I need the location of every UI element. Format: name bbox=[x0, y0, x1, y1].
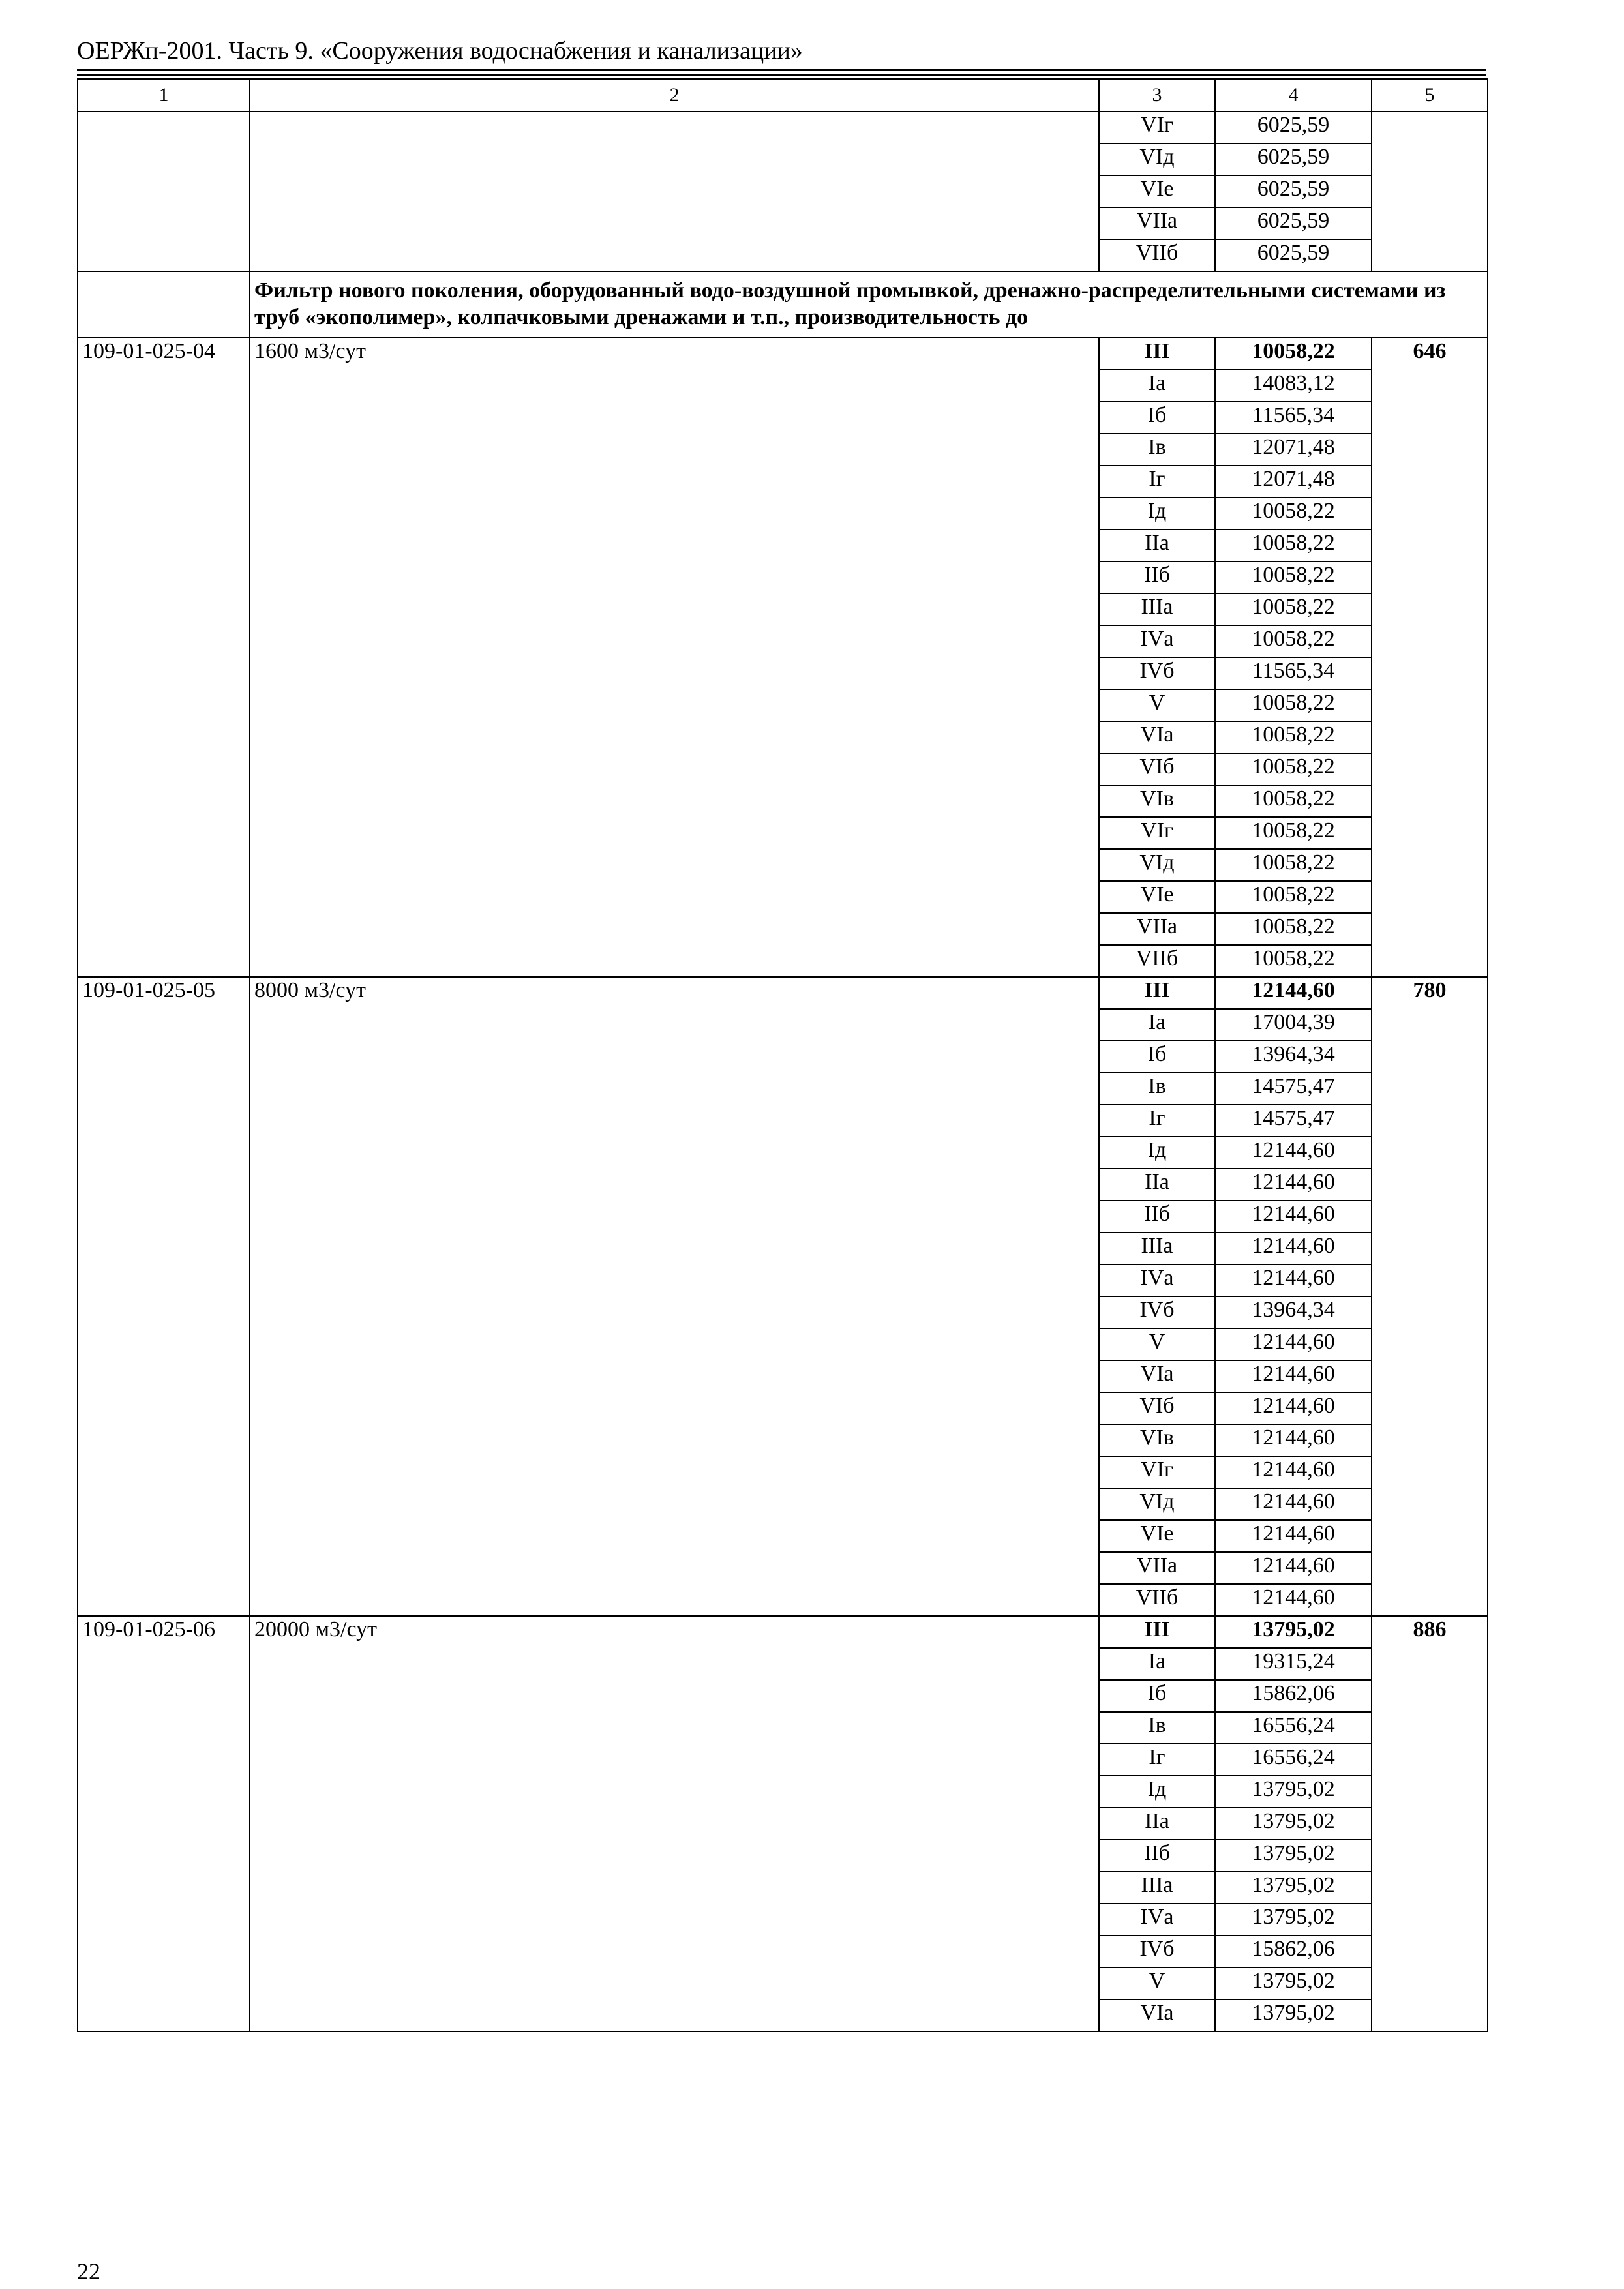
value-cell: 16556,24 bbox=[1215, 1744, 1372, 1776]
zone-cell: Iд bbox=[1099, 498, 1215, 530]
zone-cell: Iв bbox=[1099, 434, 1215, 466]
zone-cell: IIIа bbox=[1099, 593, 1215, 625]
zone-cell: VIе bbox=[1099, 175, 1215, 207]
zone-cell: Iв bbox=[1099, 1073, 1215, 1105]
table-row bbox=[78, 977, 1488, 1009]
value-cell: 12144,60 bbox=[1215, 1456, 1372, 1488]
zone-cell: IIа bbox=[1099, 530, 1215, 561]
item-description: 1600 м3/сут bbox=[250, 338, 1099, 977]
value-cell: 12071,48 bbox=[1215, 466, 1372, 498]
section-title-cell bbox=[250, 271, 1488, 338]
zone-cell: VIб bbox=[1099, 1392, 1215, 1424]
zone-cell: VIд bbox=[1099, 1488, 1215, 1520]
zone-cell: VIIа bbox=[1099, 1552, 1215, 1584]
value-cell: 17004,39 bbox=[1215, 1009, 1372, 1041]
zone-cell: III bbox=[1099, 1616, 1215, 1648]
zone-cell: VIб bbox=[1099, 753, 1215, 785]
zone-cell: VIв bbox=[1099, 1424, 1215, 1456]
value-cell: 12144,60 bbox=[1215, 1424, 1372, 1456]
header-rule-thin bbox=[77, 74, 1486, 76]
zone-cell: IIа bbox=[1099, 1808, 1215, 1840]
zone-cell: IVа bbox=[1099, 1264, 1215, 1296]
column-number: 2 bbox=[250, 79, 1099, 112]
value-cell: 15862,06 bbox=[1215, 1936, 1372, 1967]
extra-cell-empty bbox=[1372, 112, 1488, 271]
value-cell: 10058,22 bbox=[1215, 561, 1372, 593]
zone-cell: Iд bbox=[1099, 1137, 1215, 1169]
value-cell: 14083,12 bbox=[1215, 370, 1372, 402]
item-description: 8000 м3/сут bbox=[250, 977, 1099, 1616]
value-cell: 10058,22 bbox=[1215, 498, 1372, 530]
zone-cell: Iд bbox=[1099, 1776, 1215, 1808]
value-cell: 12144,60 bbox=[1215, 1520, 1372, 1552]
value-cell: 10058,22 bbox=[1215, 945, 1372, 977]
value-cell: 13795,02 bbox=[1215, 1808, 1372, 1840]
zone-cell: IIб bbox=[1099, 561, 1215, 593]
column-number-row bbox=[78, 79, 1488, 112]
value-cell: 12144,60 bbox=[1215, 1328, 1372, 1360]
value-cell: 10058,22 bbox=[1215, 689, 1372, 721]
section-code-empty bbox=[78, 271, 250, 338]
zone-cell: IVб bbox=[1099, 1296, 1215, 1328]
value-cell: 6025,59 bbox=[1215, 175, 1372, 207]
value-cell: 10058,22 bbox=[1215, 913, 1372, 945]
zone-cell: IIб bbox=[1099, 1840, 1215, 1872]
value-cell: 12144,60 bbox=[1215, 1264, 1372, 1296]
desc-cell-empty bbox=[250, 112, 1099, 271]
code-cell-empty bbox=[78, 112, 250, 271]
value-cell: 6025,59 bbox=[1215, 239, 1372, 271]
value-cell: 10058,22 bbox=[1215, 849, 1372, 881]
zone-cell: VIа bbox=[1099, 1360, 1215, 1392]
column-number: 5 bbox=[1372, 79, 1488, 112]
column-number: 1 bbox=[78, 79, 250, 112]
zone-cell: Iг bbox=[1099, 1105, 1215, 1137]
zone-cell: VIIа bbox=[1099, 913, 1215, 945]
zone-cell: V bbox=[1099, 1328, 1215, 1360]
value-cell: 13795,02 bbox=[1215, 1904, 1372, 1936]
value-cell: 10058,22 bbox=[1215, 530, 1372, 561]
zone-cell: VIг bbox=[1099, 112, 1215, 143]
value-cell: 15862,06 bbox=[1215, 1680, 1372, 1712]
value-cell: 6025,59 bbox=[1215, 207, 1372, 239]
value-cell: 10058,22 bbox=[1215, 817, 1372, 849]
zone-cell: Iб bbox=[1099, 402, 1215, 434]
zone-cell: VIIб bbox=[1099, 1584, 1215, 1616]
value-cell: 13795,02 bbox=[1215, 1999, 1372, 2031]
zone-cell: VIа bbox=[1099, 1999, 1215, 2031]
zone-cell: IIа bbox=[1099, 1169, 1215, 1201]
item-code: 109-01-025-06 bbox=[78, 1616, 250, 2031]
header-rule-thick bbox=[77, 69, 1486, 71]
zone-cell: IIIа bbox=[1099, 1872, 1215, 1904]
value-cell: 12144,60 bbox=[1215, 1488, 1372, 1520]
value-cell: 12144,60 bbox=[1215, 1360, 1372, 1392]
zone-cell: VIIб bbox=[1099, 239, 1215, 271]
value-cell: 12144,60 bbox=[1215, 1233, 1372, 1264]
value-cell: 10058,22 bbox=[1215, 753, 1372, 785]
item-code: 109-01-025-05 bbox=[78, 977, 250, 1616]
zone-cell: Iб bbox=[1099, 1041, 1215, 1073]
zone-cell: VIд bbox=[1099, 143, 1215, 175]
zone-cell: Iб bbox=[1099, 1680, 1215, 1712]
zone-cell: III bbox=[1099, 977, 1215, 1009]
value-cell: 6025,59 bbox=[1215, 112, 1372, 143]
section-row bbox=[78, 271, 1488, 338]
section-title: Фильтр нового поколения, оборудованный водо-воздушной промывкой, дренажно-распределительными системами из труб «экополимер», колпачковыми дренажами и т.п., производительность до bbox=[254, 278, 1446, 329]
value-cell: 19315,24 bbox=[1215, 1648, 1372, 1680]
value-cell: 12144,60 bbox=[1215, 1552, 1372, 1584]
page-number: 22 bbox=[77, 2258, 100, 2284]
value-cell: 14575,47 bbox=[1215, 1105, 1372, 1137]
column-number: 4 bbox=[1215, 79, 1372, 112]
zone-cell: VIг bbox=[1099, 1456, 1215, 1488]
value-cell: 12144,60 bbox=[1215, 1201, 1372, 1233]
value-cell: 12144,60 bbox=[1215, 1584, 1372, 1616]
value-cell: 12144,60 bbox=[1215, 1392, 1372, 1424]
zone-cell: VIе bbox=[1099, 881, 1215, 913]
value-cell: 10058,22 bbox=[1215, 625, 1372, 657]
table-row bbox=[78, 338, 1488, 370]
zone-cell: VIа bbox=[1099, 721, 1215, 753]
item-code: 109-01-025-04 bbox=[78, 338, 250, 977]
value-cell: 10058,22 bbox=[1215, 338, 1372, 370]
table-row bbox=[78, 1616, 1488, 1648]
value-cell: 13795,02 bbox=[1215, 1872, 1372, 1904]
zone-cell: Iв bbox=[1099, 1712, 1215, 1744]
zone-cell: Iг bbox=[1099, 466, 1215, 498]
value-cell: 10058,22 bbox=[1215, 881, 1372, 913]
zone-cell: VIIб bbox=[1099, 945, 1215, 977]
item-extra-value: 886 bbox=[1372, 1616, 1488, 2031]
zone-cell: VIд bbox=[1099, 849, 1215, 881]
value-cell: 13795,02 bbox=[1215, 1616, 1372, 1648]
zone-cell: VIв bbox=[1099, 785, 1215, 817]
zone-cell: Iг bbox=[1099, 1744, 1215, 1776]
zone-cell: V bbox=[1099, 1967, 1215, 1999]
zone-cell: IIб bbox=[1099, 1201, 1215, 1233]
zone-cell: IIIа bbox=[1099, 1233, 1215, 1264]
table-row bbox=[78, 112, 1488, 143]
page-header-title: ОЕРЖп-2001. Часть 9. «Сооружения водоснабжения и канализации» bbox=[77, 37, 803, 65]
value-cell: 12144,60 bbox=[1215, 977, 1372, 1009]
zone-cell: Iа bbox=[1099, 370, 1215, 402]
zone-cell: III bbox=[1099, 338, 1215, 370]
column-number: 3 bbox=[1099, 79, 1215, 112]
item-description: 20000 м3/сут bbox=[250, 1616, 1099, 2031]
item-extra-value: 646 bbox=[1372, 338, 1488, 977]
value-cell: 12144,60 bbox=[1215, 1137, 1372, 1169]
value-cell: 14575,47 bbox=[1215, 1073, 1372, 1105]
item-extra-value: 780 bbox=[1372, 977, 1488, 1616]
value-cell: 10058,22 bbox=[1215, 785, 1372, 817]
zone-cell: VIг bbox=[1099, 817, 1215, 849]
value-cell: 13964,34 bbox=[1215, 1296, 1372, 1328]
value-cell: 11565,34 bbox=[1215, 657, 1372, 689]
zone-cell: Iа bbox=[1099, 1648, 1215, 1680]
zone-cell: VIе bbox=[1099, 1520, 1215, 1552]
price-table bbox=[77, 78, 1488, 2032]
value-cell: 6025,59 bbox=[1215, 143, 1372, 175]
value-cell: 13795,02 bbox=[1215, 1776, 1372, 1808]
value-cell: 12071,48 bbox=[1215, 434, 1372, 466]
value-cell: 10058,22 bbox=[1215, 721, 1372, 753]
value-cell: 13964,34 bbox=[1215, 1041, 1372, 1073]
value-cell: 13795,02 bbox=[1215, 1840, 1372, 1872]
zone-cell: VIIа bbox=[1099, 207, 1215, 239]
zone-cell: IVа bbox=[1099, 625, 1215, 657]
price-table-body bbox=[78, 79, 1488, 2031]
zone-cell: Iа bbox=[1099, 1009, 1215, 1041]
value-cell: 16556,24 bbox=[1215, 1712, 1372, 1744]
value-cell: 11565,34 bbox=[1215, 402, 1372, 434]
value-cell: 12144,60 bbox=[1215, 1169, 1372, 1201]
value-cell: 10058,22 bbox=[1215, 593, 1372, 625]
zone-cell: IVа bbox=[1099, 1904, 1215, 1936]
zone-cell: V bbox=[1099, 689, 1215, 721]
zone-cell: IVб bbox=[1099, 1936, 1215, 1967]
zone-cell: IVб bbox=[1099, 657, 1215, 689]
value-cell: 13795,02 bbox=[1215, 1967, 1372, 1999]
